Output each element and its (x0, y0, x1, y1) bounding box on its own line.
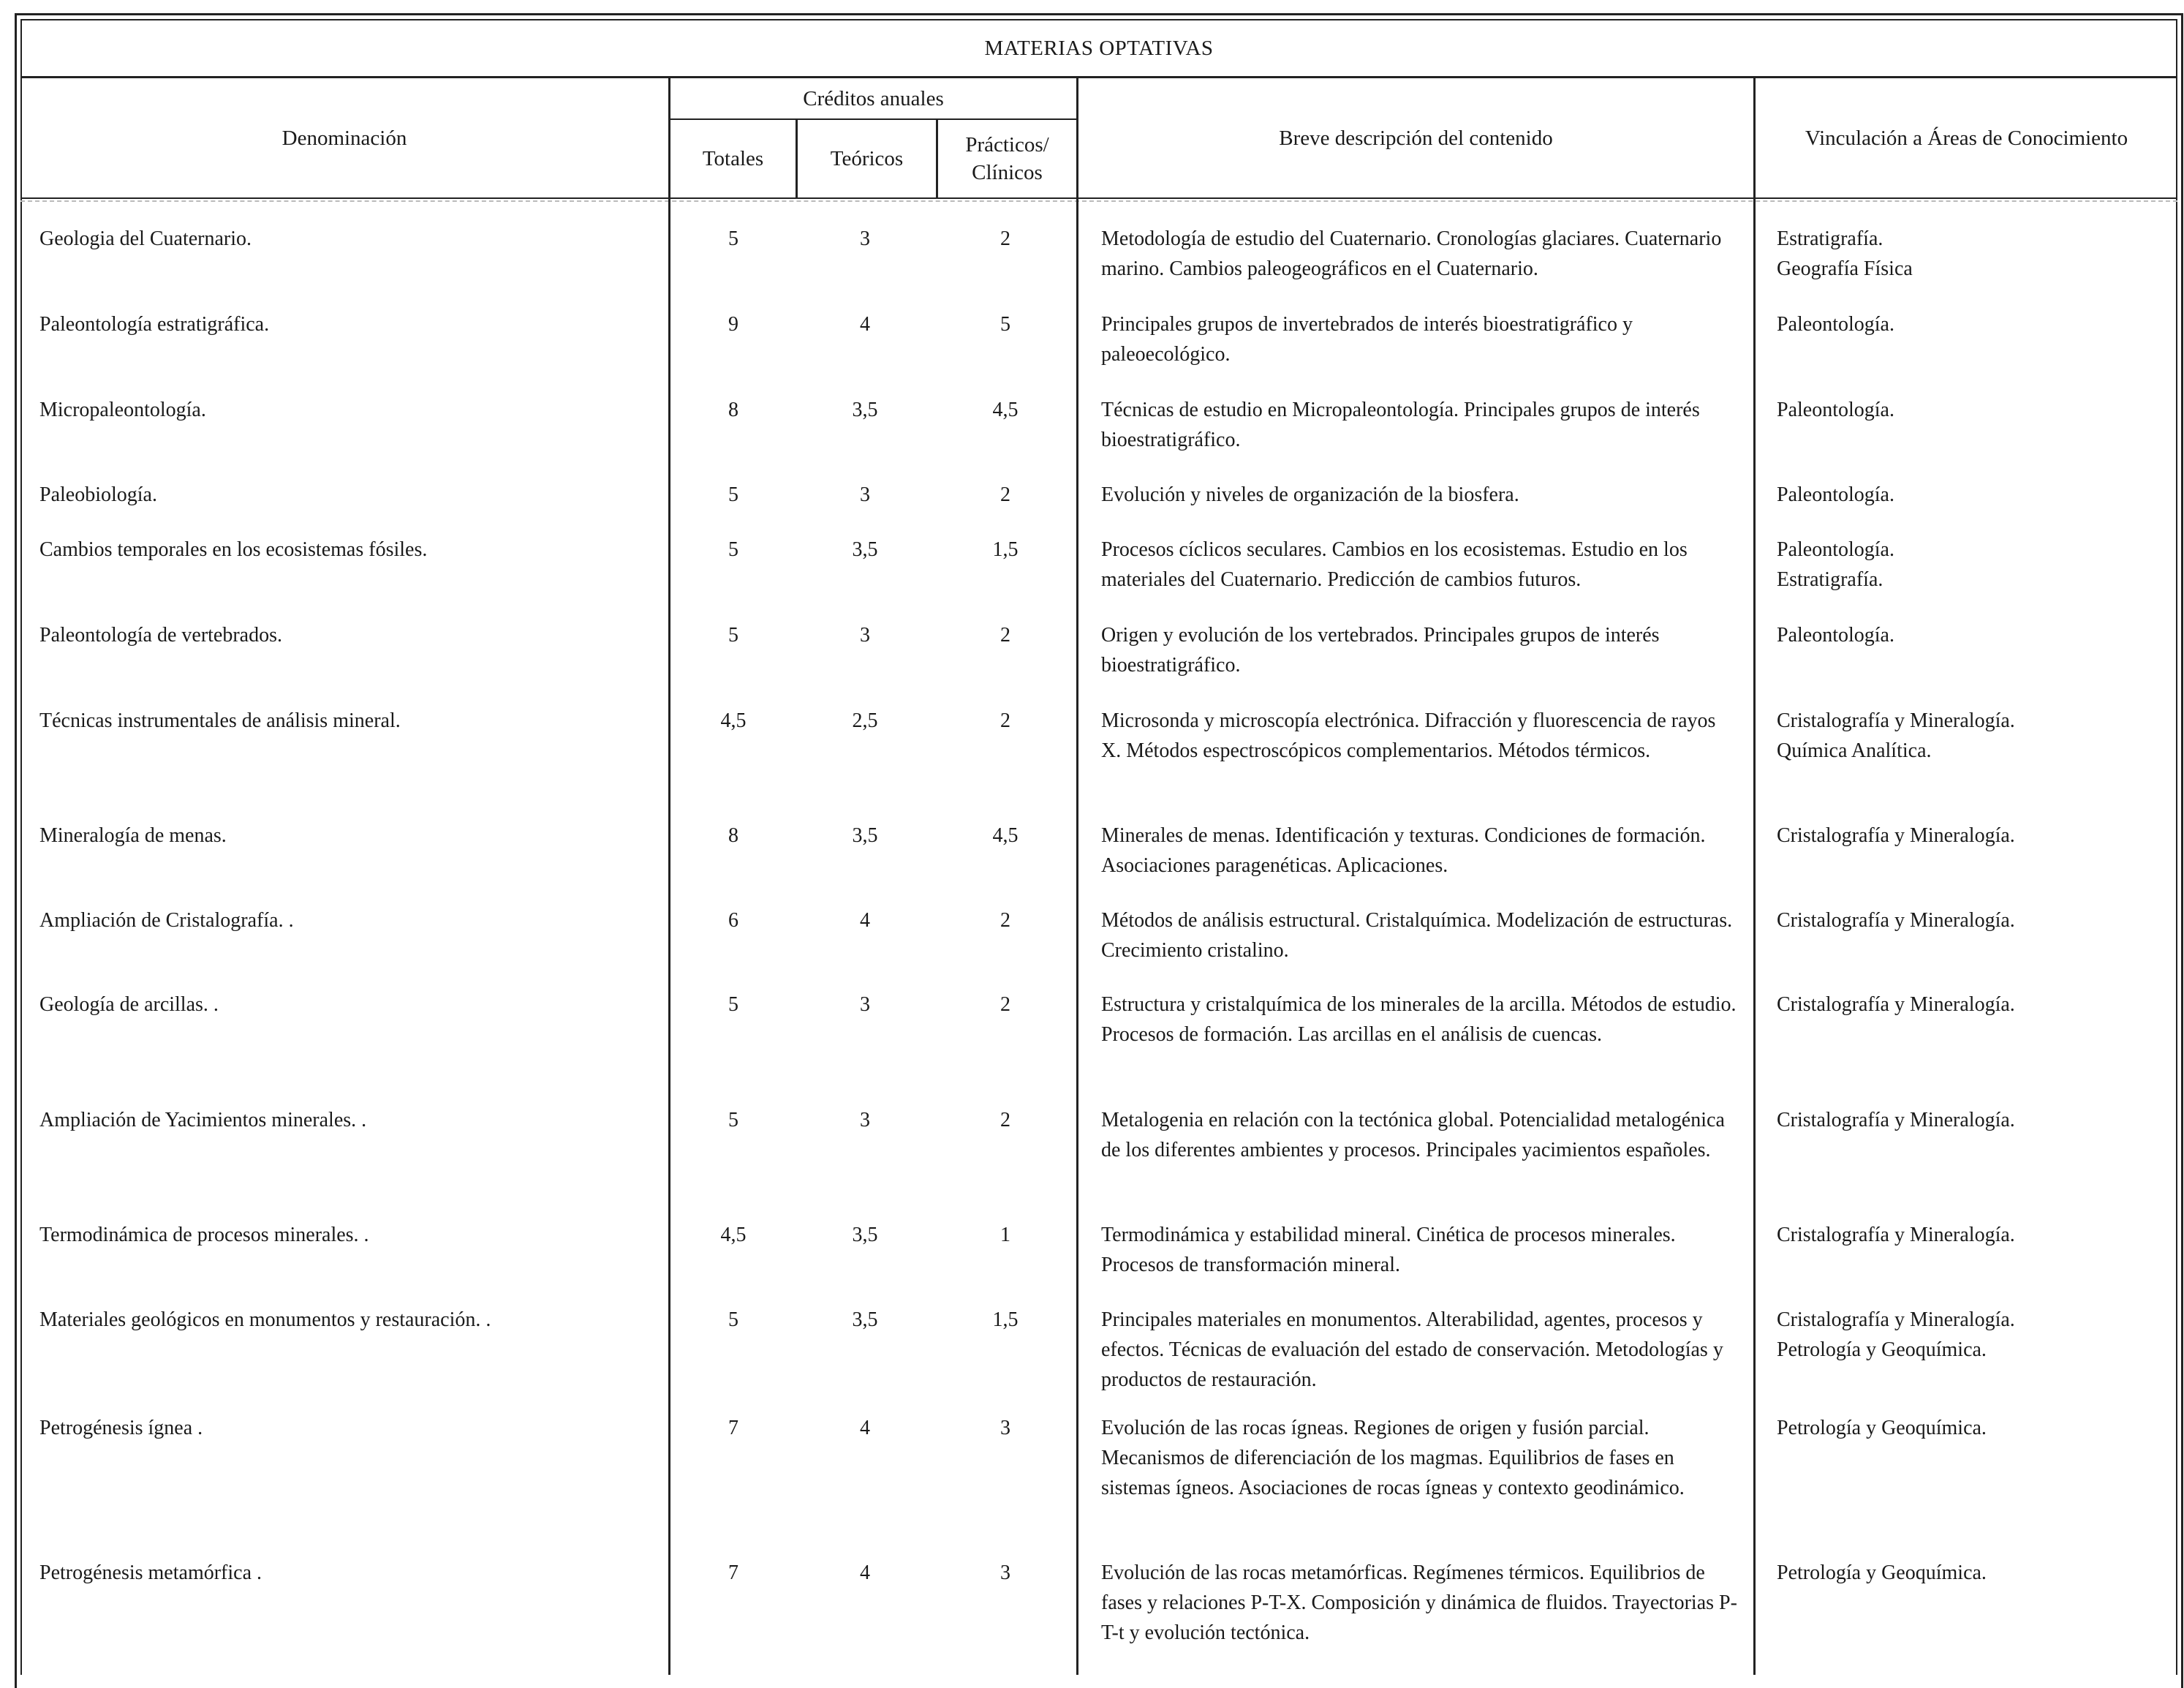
row-area-1: Paleontología. (1777, 483, 1894, 506)
row-teoricos: 4 (860, 1561, 870, 1584)
header-vinculacion: Vinculación a Áreas de Conocimiento (1805, 126, 2128, 150)
row-totales: 7 (728, 1417, 738, 1439)
row-totales: 6 (728, 909, 738, 932)
body-divider-1 (668, 199, 670, 1675)
row-teoricos: 3,5 (852, 538, 878, 561)
header-teoricos: Teóricos (830, 147, 904, 170)
row-practicos: 2 (1000, 624, 1010, 647)
row-area-1: Cristalografía y Mineralogía. (1777, 1109, 2015, 1131)
row-name: Micropaleontología. (39, 399, 206, 421)
row-practicos: 2 (1000, 709, 1010, 732)
row-practicos: 4,5 (992, 399, 1019, 421)
row-area-1: Cristalografía y Mineralogía. (1777, 1224, 2015, 1246)
row-totales: 4,5 (720, 709, 747, 732)
row-practicos: 2 (1000, 1109, 1010, 1131)
row-teoricos: 3,5 (852, 1308, 878, 1331)
row-area-1: Cristalografía y Mineralogía. (1777, 709, 2015, 732)
row-description: Técnicas de estudio en Micropaleontología. Principales grupos de interés bioestratigráfico. (1101, 399, 1700, 451)
row-name: Paleontología de vertebrados. (39, 624, 283, 647)
row-name: Paleontología estratigráfica. (39, 313, 270, 336)
row-teoricos: 3 (860, 483, 870, 506)
row-description: Metalogenia en relación con la tectónica global. Potencialidad metalogénica de los diferentes ambientes y procesos. Principales yacimientos españoles. (1101, 1109, 1725, 1161)
row-practicos: 2 (1000, 993, 1010, 1016)
row-name: Ampliación de Yacimientos minerales. . (39, 1109, 367, 1131)
row-name: Termodinámica de procesos minerales. . (39, 1224, 369, 1246)
row-teoricos: 4 (860, 1417, 870, 1439)
row-practicos: 2 (1000, 909, 1010, 932)
row-teoricos: 4 (860, 313, 870, 336)
row-area-2: Química Analítica. (1777, 739, 1932, 762)
table-title: MATERIAS OPTATIVAS (984, 36, 1214, 60)
row-totales: 4,5 (720, 1224, 747, 1246)
row-teoricos: 3 (860, 1109, 870, 1131)
header-dashed-line (20, 200, 2177, 202)
row-teoricos: 2,5 (852, 709, 878, 732)
row-name: Cambios temporales en los ecosistemas fósiles. (39, 538, 428, 561)
row-description: Métodos de análisis estructural. Cristalquímica. Modelización de estructuras. Crecimiento cristalino. (1101, 909, 1733, 962)
row-practicos: 1,5 (992, 1308, 1019, 1331)
row-teoricos: 3,5 (852, 1224, 878, 1246)
row-area-1: Cristalografía y Mineralogía. (1777, 993, 2015, 1016)
row-name: Técnicas instrumentales de análisis mineral. (39, 709, 401, 732)
row-totales: 5 (728, 993, 738, 1016)
body-divider-3 (1753, 199, 1756, 1675)
header-bottom-line (20, 197, 2177, 199)
row-name: Mineralogía de menas. (39, 824, 227, 847)
row-description: Principales materiales en monumentos. Alterabilidad, agentes, procesos y efectos. Técnicas de evaluación del estado de conservación. Metodologías y productos de restauración. (1101, 1308, 1723, 1391)
row-area-1: Paleontología. (1777, 399, 1894, 421)
row-description: Origen y evolución de los vertebrados. Principales grupos de interés bioestratigráfico. (1101, 624, 1660, 677)
header-descripcion: Breve descripción del contenido (1279, 126, 1553, 150)
row-totales: 8 (728, 399, 738, 421)
row-teoricos: 3,5 (852, 399, 878, 421)
row-practicos: 1 (1000, 1224, 1010, 1246)
row-area-2: Estratigrafía. (1777, 568, 1883, 591)
row-name: Petrogénesis metamórfica . (39, 1561, 262, 1584)
header-practicos: Prácticos/ Clínicos (965, 133, 1049, 184)
row-description: Metodología de estudio del Cuaternario. Cronologías glaciares. Cuaternario marino. Cambios paleogeográficos en el Cuaternario. (1101, 227, 1722, 280)
row-practicos: 3 (1000, 1417, 1010, 1439)
row-name: Ampliación de Cristalografía. . (39, 909, 294, 932)
body-divider-2 (1076, 199, 1078, 1675)
row-description: Termodinámica y estabilidad mineral. Cinética de procesos minerales. Procesos de transformación mineral. (1101, 1224, 1676, 1276)
row-practicos: 3 (1000, 1561, 1010, 1584)
row-name: Geologia del Cuaternario. (39, 227, 252, 250)
row-description: Microsonda y microscopía electrónica. Difracción y fluorescencia de rayos X. Métodos espectroscópicos complementarios. Métodos térmicos. (1101, 709, 1716, 762)
row-practicos: 1,5 (992, 538, 1019, 561)
row-totales: 5 (728, 624, 738, 647)
row-teoricos: 3 (860, 624, 870, 647)
row-description: Evolución de las rocas ígneas. Regiones de origen y fusión parcial. Mecanismos de diferenciación de los magmas. Equilibrios de fases en sistemas ígneos. Asociaciones de rocas ígneas y contexto geodinámico. (1101, 1417, 1685, 1499)
row-area-1: Cristalografía y Mineralogía. (1777, 1308, 2015, 1331)
row-name: Petrogénesis ígnea . (39, 1417, 203, 1439)
row-area-2: Petrología y Geoquímica. (1777, 1338, 1987, 1361)
row-description: Principales grupos de invertebrados de interés bioestratigráfico y paleoecológico. (1101, 313, 1633, 366)
row-area-1: Cristalografía y Mineralogía. (1777, 824, 2015, 847)
row-totales: 5 (728, 1109, 738, 1131)
row-area-1: Paleontología. (1777, 624, 1894, 647)
row-area-1: Petrología y Geoquímica. (1777, 1561, 1987, 1584)
row-totales: 5 (728, 483, 738, 506)
row-description: Evolución y niveles de organización de la biosfera. (1101, 483, 1519, 506)
row-description: Evolución de las rocas metamórficas. Regímenes térmicos. Equilibrios de fases y relaciones P-T-X. Composición y dinámica de fluidos. Trayectorias P-T-t y evolución tectónica. (1101, 1561, 1737, 1644)
row-description: Minerales de menas. Identificación y texturas. Condiciones de formación. Asociaciones paragenéticas. Aplicaciones. (1101, 824, 1706, 877)
row-description: Procesos cíclicos seculares. Cambios en los ecosistemas. Estudio en los materiales del Cuaternario. Predicción de cambios futuros. (1101, 538, 1688, 591)
header-totales: Totales (702, 147, 764, 170)
header-creditos-anuales: Créditos anuales (803, 86, 944, 110)
row-area-1: Paleontología. (1777, 538, 1894, 561)
row-totales: 9 (728, 313, 738, 336)
row-totales: 5 (728, 1308, 738, 1331)
row-practicos: 4,5 (992, 824, 1019, 847)
row-description: Estructura y cristalquímica de los minerales de la arcilla. Métodos de estudio. Procesos de formación. Las arcillas en el análisis de cuencas. (1101, 993, 1737, 1046)
row-area-2: Geografía Física (1777, 257, 1913, 280)
row-area-1: Paleontología. (1777, 313, 1894, 336)
row-name: Paleobiología. (39, 483, 157, 506)
row-name: Geología de arcillas. . (39, 993, 219, 1016)
row-practicos: 5 (1000, 313, 1010, 336)
row-teoricos: 3 (860, 227, 870, 250)
row-totales: 8 (728, 824, 738, 847)
row-teoricos: 4 (860, 909, 870, 932)
row-totales: 5 (728, 227, 738, 250)
row-teoricos: 3 (860, 993, 870, 1016)
row-area-1: Cristalografía y Mineralogía. (1777, 909, 2015, 932)
row-totales: 7 (728, 1561, 738, 1584)
header-denominacion: Denominación (281, 126, 407, 150)
row-totales: 5 (728, 538, 738, 561)
row-practicos: 2 (1000, 227, 1010, 250)
row-name: Materiales geológicos en monumentos y restauración. . (39, 1308, 491, 1331)
row-teoricos: 3,5 (852, 824, 878, 847)
row-area-1: Petrología y Geoquímica. (1777, 1417, 1987, 1439)
row-practicos: 2 (1000, 483, 1010, 506)
row-area-1: Estratigrafía. (1777, 227, 1883, 250)
